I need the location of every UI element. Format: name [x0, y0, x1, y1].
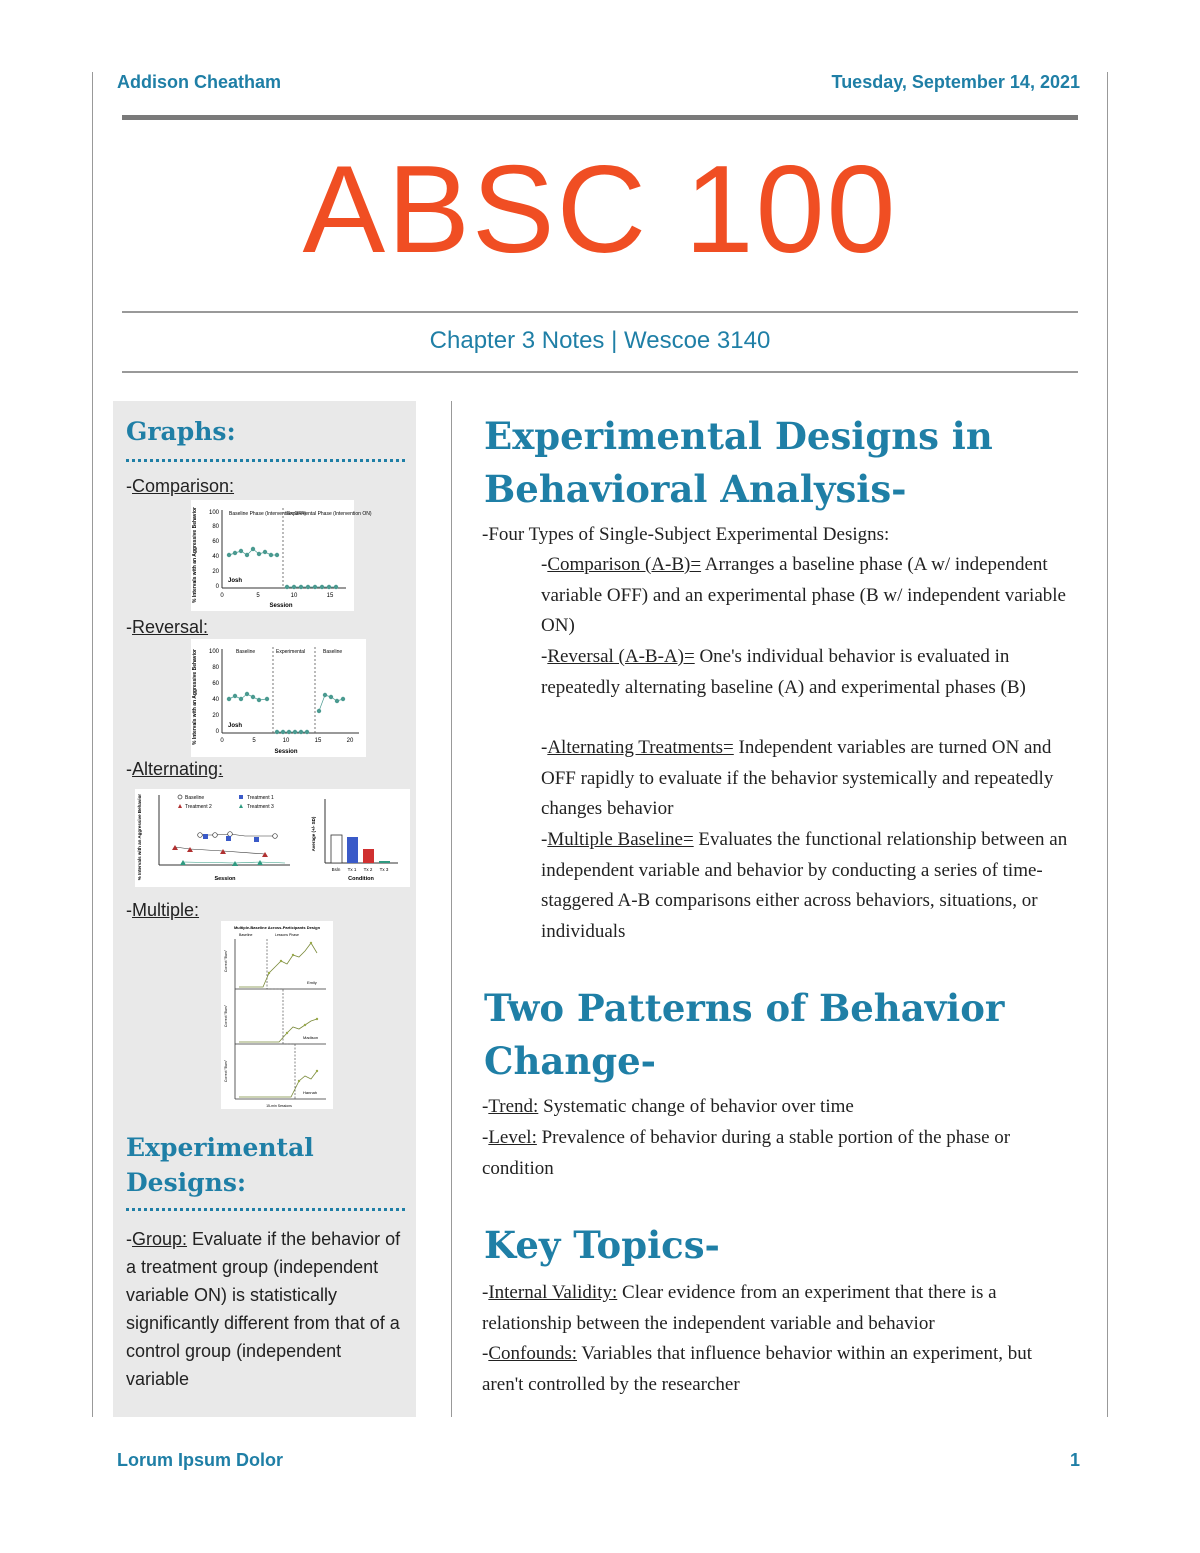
y-tick: 80 [212, 524, 219, 530]
legend-item: Treatment 2 [185, 804, 212, 810]
phase-label: Baseline [236, 649, 256, 655]
item-prefix: - [541, 829, 548, 850]
item-text: Arranges a baseline phase (A w/ independent variable OFF) and an experimental phase (B w/ independent variable ON) [541, 554, 1066, 637]
data-points [227, 547, 338, 589]
item-prefix: - [482, 1343, 489, 1364]
y-tick: 100 [208, 510, 219, 516]
topic-item-confounds [482, 1339, 1042, 1400]
group-design-text: -Group: Evaluate if the behavior of a treatment group (independent variable ON) is statistically significantly different from that of a control group (independent variable [126, 1229, 401, 1389]
x-tick: 15 [314, 738, 322, 744]
graph-label-multiple [126, 900, 199, 921]
title-rule-top [122, 311, 1078, 313]
graph-label-prefix: - [126, 900, 132, 920]
item-term: Reversal (A-B-A)= [547, 646, 695, 667]
legend-item: Baseline [185, 795, 205, 801]
pattern-item-trend [482, 1092, 1082, 1123]
y-tick: 40 [212, 697, 219, 703]
reversal-graph [191, 639, 366, 757]
phase-label: Baseline [239, 933, 253, 937]
y-axis-label: % Intervals with an Aggressive Behavior [192, 649, 198, 745]
bar-y-axis-label: Average (+/- SD) [311, 816, 316, 852]
y-tick: 100 [208, 649, 219, 655]
x-axis-label: Session [274, 749, 298, 755]
page-title: ABSC 100 [302, 141, 898, 279]
panel-label: Hannah [303, 1090, 318, 1095]
comparison-graph [191, 500, 372, 611]
item-term: Comparison (A-B)= [547, 554, 702, 575]
bar [379, 861, 390, 863]
y-tick: 0 [215, 729, 219, 735]
multiple-baseline-graph [221, 921, 333, 1109]
y-tick: 20 [212, 569, 219, 575]
y-tick: 60 [212, 539, 219, 545]
bar-category: Bsln [331, 867, 341, 872]
page-number: 1 [1070, 1450, 1081, 1470]
x-tick: 20 [346, 738, 354, 744]
bar [347, 837, 358, 863]
x-tick: 5 [252, 738, 256, 744]
x-tick: 0 [220, 738, 224, 744]
section-heading-designs: Experimental Designs in Behavioral Analysis- [484, 414, 993, 511]
graph-label-reversal [126, 617, 208, 638]
phase-label: Baseline [323, 649, 343, 655]
section-heading-key-topics: Key Topics- [484, 1223, 720, 1267]
item-text: Variables that influence behavior within an experiment, but aren't controlled by the researcher [482, 1343, 1032, 1395]
x-axis-label: Session [214, 876, 236, 882]
phase-label: Experimental Phase (Intervention ON) [287, 511, 372, 517]
bar [331, 835, 342, 863]
item-term: Confounds: [488, 1343, 578, 1364]
y-axis-label: Correct "Bars" [224, 949, 228, 973]
bar [363, 849, 374, 863]
graph-label-text: Reversal: [132, 617, 209, 637]
y-tick: 40 [212, 554, 219, 560]
item-prefix: - [541, 737, 548, 758]
designs-intro: -Four Types of Single-Subject Experimental Designs: [482, 524, 890, 545]
page-border-left [92, 72, 93, 1417]
footer-text: Lorum Ipsum Dolor [117, 1450, 283, 1470]
item-prefix: - [541, 646, 548, 667]
design-item-multiple-baseline [541, 825, 1086, 948]
graphs-divider [126, 459, 405, 462]
item-term: Level: [488, 1127, 537, 1148]
design-item-comparison [541, 550, 1086, 642]
item-term: Multiple Baseline= [547, 829, 694, 850]
y-axis-label: % Intervals with an Aggressive Behavior [192, 507, 198, 603]
graph-label-text: Comparison: [132, 476, 235, 496]
y-tick: 80 [212, 665, 219, 671]
panel-label: Madison [303, 1035, 319, 1040]
y-tick: 0 [215, 584, 219, 590]
x-tick: 10 [290, 593, 298, 599]
header-rule [122, 115, 1078, 120]
graph-label-prefix: - [126, 476, 132, 496]
item-prefix: - [482, 1127, 489, 1148]
item-term: Internal Validity: [488, 1282, 618, 1303]
bar-category: Tx 3 [379, 867, 389, 872]
design-item-alternating [541, 733, 1086, 825]
y-tick: 20 [212, 713, 219, 719]
bar-category: Tx 2 [363, 867, 373, 872]
page-subtitle: Chapter 3 Notes | Wescoe 3140 [429, 327, 771, 354]
alternating-graph [135, 789, 410, 887]
pattern-item-level [482, 1123, 1042, 1184]
y-axis-label: % Intervals with an Aggressive Behavior [137, 793, 142, 881]
graphs-heading: Graphs: [126, 417, 236, 446]
topic-item-internal-validity [482, 1278, 1082, 1339]
item-text: Prevalence of behavior during a stable portion of the phase or condition [482, 1127, 1011, 1179]
y-axis-label: Correct "Bars" [224, 1004, 228, 1028]
graph-label-comparison [126, 476, 234, 497]
graph-label-alternating [126, 759, 223, 780]
author-name: Addison Cheatham [117, 72, 282, 92]
graph-label-prefix: - [126, 617, 132, 637]
designs-divider [126, 1208, 405, 1211]
column-divider [451, 401, 452, 1417]
legend [178, 795, 274, 810]
x-tick: 10 [282, 738, 290, 744]
experimental-designs-heading: Experimental Designs: [126, 1133, 314, 1197]
item-text: Evaluates the functional relationship between an independent variable and behavior by conducting a series of time-staggered A-B comparisons either across behaviors, situations, or individuals [541, 829, 1068, 943]
y-tick: 60 [212, 681, 219, 687]
item-term: Alternating Treatments= [547, 737, 734, 758]
phase-label: Experimental [276, 649, 306, 655]
item-text: Systematic change of behavior over time [538, 1096, 854, 1117]
item-prefix: - [541, 554, 548, 575]
item-term: Trend: [488, 1096, 539, 1117]
data-points [227, 692, 345, 734]
figure-title: Multiple-Baseline Across-Participants Design [233, 925, 321, 930]
participant-label: Josh [228, 578, 243, 584]
item-prefix: - [482, 1096, 489, 1117]
phase-label: Lessons Phase [275, 933, 299, 937]
design-item-reversal [541, 642, 1086, 703]
group-description: Evaluate if the behavior of a treatment group (independent variable ON) is statistically significantly different from that of a control group (independent variable [126, 1229, 401, 1389]
x-tick: 5 [256, 593, 260, 599]
item-text: One's individual behavior is evaluated in repeatedly alternating baseline (A) and experimental phases (B) [541, 646, 1026, 698]
panel-label: Emily [307, 980, 317, 985]
x-tick: 15 [326, 593, 334, 599]
legend-item: Treatment 3 [247, 804, 274, 810]
section-heading-patterns: Two Patterns of Behavior Change- [484, 986, 1005, 1083]
bar-category: Tx 1 [347, 867, 357, 872]
x-tick: 0 [220, 593, 224, 599]
sidebar [113, 401, 416, 1417]
graph-label-text: Alternating: [132, 759, 224, 779]
bar-x-axis-label: Condition [348, 876, 374, 882]
legend-item: Treatment 1 [247, 795, 274, 801]
phase-label: Baseline Phase (Intervention OFF) [229, 511, 306, 517]
item-prefix: - [482, 1282, 489, 1303]
group-term: Group: [132, 1229, 188, 1249]
page-border-right [1107, 72, 1108, 1417]
x-axis-label: Session [269, 603, 293, 609]
document-date: Tuesday, September 14, 2021 [831, 72, 1080, 92]
graph-label-prefix: - [126, 759, 132, 779]
item-text: Independent variables are turned ON and OFF rapidly to evaluate if the behavior systemically and repeatedly changes behavior [541, 737, 1054, 820]
graph-label-text: Multiple: [132, 900, 200, 920]
participant-label: Josh [228, 723, 243, 729]
y-axis-label: Correct "Bars" [224, 1059, 228, 1083]
item-text: Clear evidence from an experiment that there is a relationship between the independent variable and behavior [482, 1282, 997, 1334]
x-axis-label: 15-min Sessions [266, 1104, 292, 1108]
title-rule-bottom [122, 371, 1078, 373]
